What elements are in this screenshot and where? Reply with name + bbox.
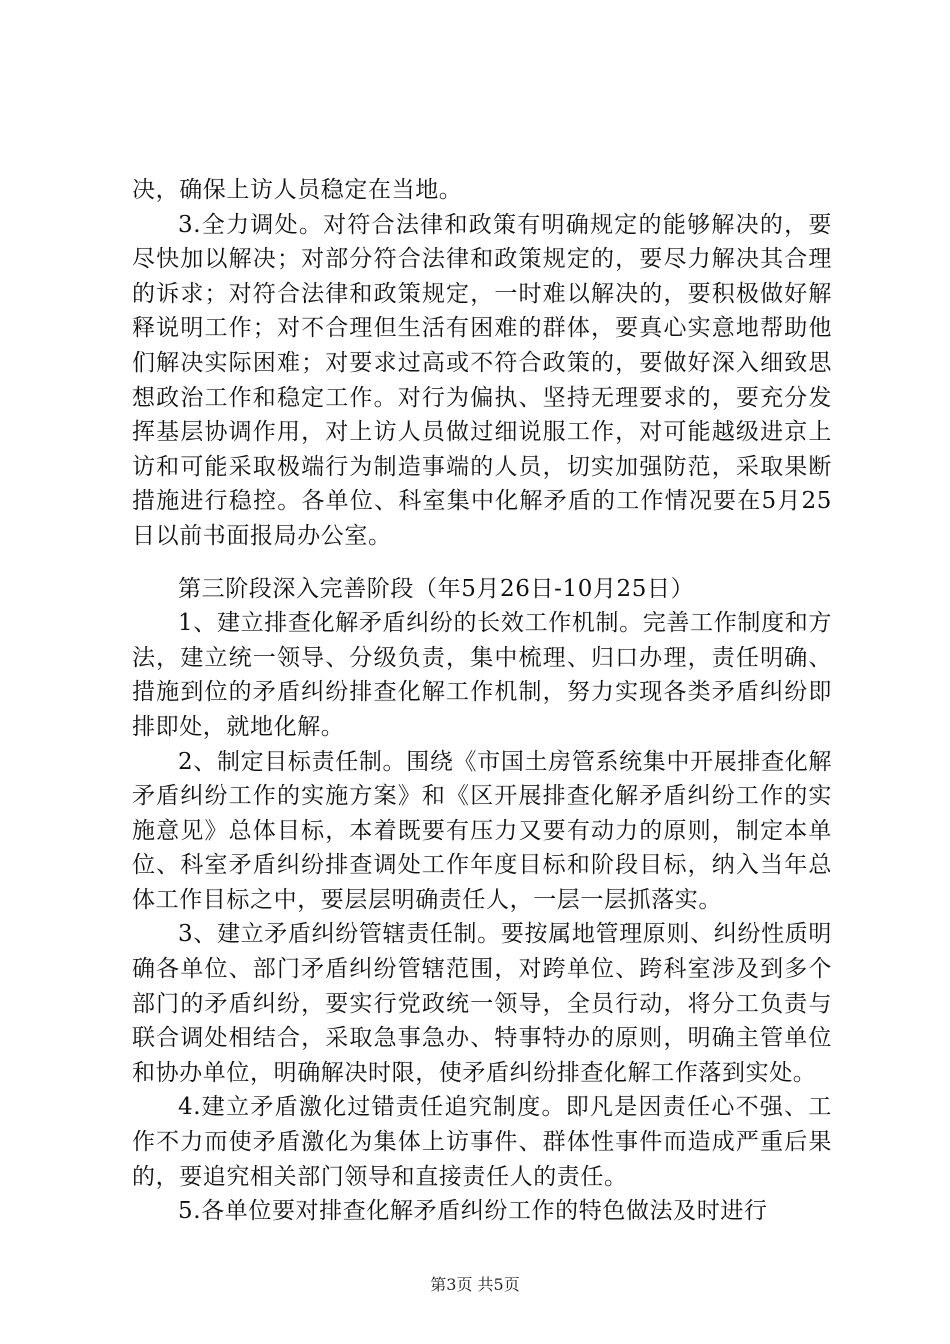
page-number-label: 第3页 共5页 [430,1275,520,1294]
document-body [132,173,832,1229]
paragraph-continuation: 决，确保上访人员稳定在当地。 [132,177,463,203]
paragraph-jurisdiction-responsibility: 3、建立矛盾纠纷管辖责任制。要按属地管理原则、纠纷性质明确各单位、部门矛盾纠纷管辖范围，对跨单位、跨科室涉及到多个部门的矛盾纠纷，要实行党政统一领导，全员行动，将分工负责与联合调处相结合，采取急事急办、特事特办的原则，明确主管单位和协办单位，明确解决时限，使矛盾纠纷排查化解工作落到实处。 [132,921,832,1086]
page-footer [0,1272,950,1295]
paragraph-accountability: 4.建立矛盾激化过错责任追究制度。即凡是因责任心不强、工作不力而使矛盾激化为集体上访事件、群体性事件而造成严重后果的，要追究相关部门领导和直接责任人的责任。 [132,1094,832,1190]
paragraph-featured-practices: 5.各单位要对排查化解矛盾纠纷工作的特色做法及时进行 [178,1198,768,1225]
paragraph-long-term-mechanism: 1、建立排查化解矛盾纠纷的长效工作机制。完善工作制度和方法，建立统一领导、分级负责，集中梳理、归口办理，责任明确、措施到位的矛盾纠纷排查化解工作机制，努力实现各类矛盾纠纷即排即处，就地化解。 [132,610,832,740]
section-heading-stage-three: 第三阶段深入完善阶段（年5月26日-10月25日） [178,575,695,602]
paragraph-target-responsibility: 2、制定目标责任制。围绕《市国土房管系统集中开展排查化解矛盾纠纷工作的实施方案》和《区开展排查化解矛盾纠纷工作的实施意见》总体目标，本着既要有压力又要有动力的原则，制定本单位、科室矛盾纠纷排查调处工作年度目标和阶段目标，纳入当年总体工作目标之中，要层层明确责任人，一层一层抓落实。 [132,748,832,913]
paragraph-full-mediation: 3.全力调处。对符合法律和政策有明确规定的能够解决的，要尽快加以解决；对部分符合法律和政策规定的，要尽力解决其合理的诉求；对符合法律和政策规定，一时难以解决的，要积极做好解释说明工作；对不合理但生活有困难的群体，要真心实意地帮助他们解决实际困难；对要求过高或不符合政策的，要做好深入细致思想政治工作和稳定工作。对行为偏执、坚持无理要求的，要充分发挥基层协调作用，对上访人员做过细说服工作，对可能越级进京上访和可能采取极端行为制造事端的人员，切实加强防范，采取果断措施进行稳控。各单位、科室集中化解矛盾的工作情况要在5月25日以前书面报局办公室。 [132,211,832,549]
